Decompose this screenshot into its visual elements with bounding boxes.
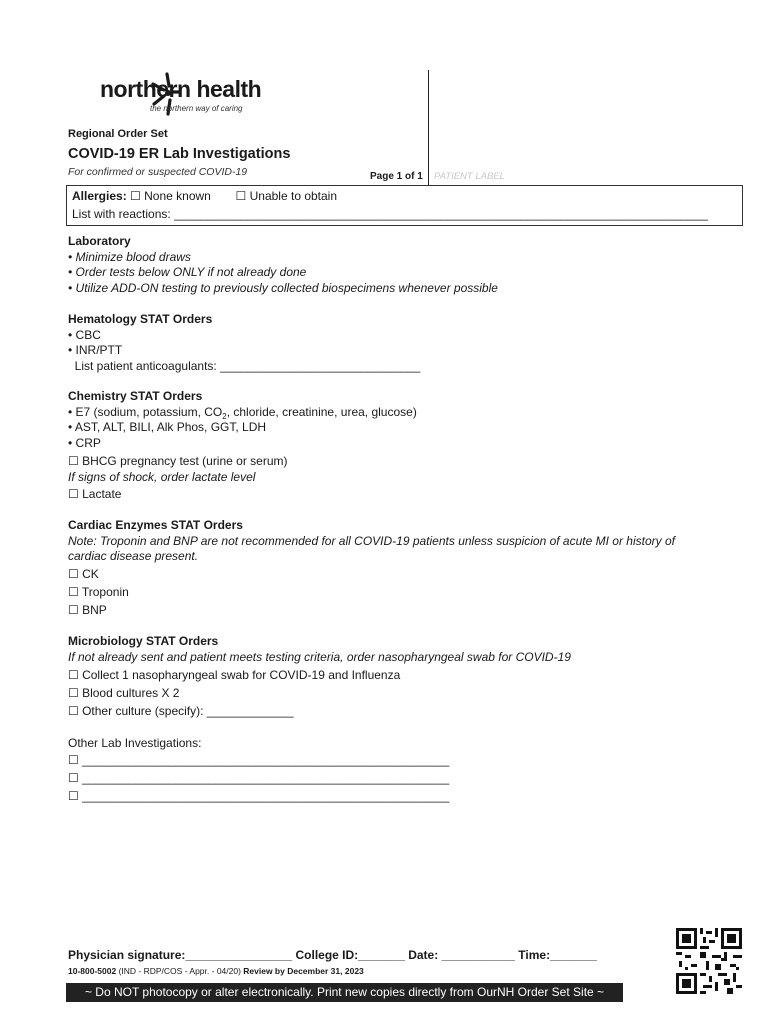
troponin-checkbox[interactable]: ☐ Troponin — [68, 585, 129, 599]
list-item: • CRP — [68, 436, 101, 450]
other-lab-line[interactable]: ☐ _______________________________________________________ — [68, 789, 450, 803]
blood-cultures-checkbox[interactable]: ☐ Blood cultures X 2 — [68, 686, 180, 700]
other-lab-heading: Other Lab Investigations: — [68, 736, 202, 750]
review-date: Review by December 31, 2023 — [243, 966, 364, 976]
laboratory-heading: Laboratory — [68, 234, 131, 248]
hematology-heading: Hematology STAT Orders — [68, 312, 213, 326]
other-culture-checkbox[interactable]: ☐ Other culture (specify): _____________ — [68, 704, 294, 718]
allergies-row — [72, 189, 337, 205]
microbiology-heading: Microbiology STAT Orders — [68, 634, 219, 648]
other-lab-line[interactable]: ☐ _______________________________________________________ — [68, 771, 450, 785]
list-item: • Minimize blood draws — [68, 250, 191, 264]
bhcg-checkbox[interactable]: ☐ BHCG pregnancy test (urine or serum) — [68, 454, 288, 468]
cardiac-note: Note: Troponin and BNP are not recommended for all COVID-19 patients unless suspicion of acute MI or history of — [68, 534, 675, 548]
form-code — [68, 966, 364, 976]
list-item: • AST, ALT, BILI, Alk Phos, GGT, LDH — [68, 420, 267, 434]
header-divider — [428, 70, 429, 185]
logo-wordmark: northern health — [100, 76, 262, 102]
ck-checkbox[interactable]: ☐ CK — [68, 567, 99, 581]
patient-label: PATIENT LABEL — [434, 171, 505, 182]
bnp-checkbox[interactable]: ☐ BNP — [68, 603, 107, 617]
microbiology-note: If not already sent and patient meets testing criteria, order nasopharyngeal swab for COVID-19 — [68, 650, 571, 664]
lactate-checkbox[interactable]: ☐ Lactate — [68, 487, 122, 501]
lactate-note: If signs of shock, order lactate level — [68, 470, 256, 484]
allergy-unable-checkbox[interactable]: ☐ Unable to obtain — [235, 189, 338, 203]
e7-subscript: 2 — [222, 412, 227, 421]
other-lab-line[interactable]: ☐ _______________________________________________________ — [68, 753, 450, 767]
page-number: Page 1 of 1 — [370, 171, 423, 182]
logo-tagline: the northern way of caring — [150, 104, 243, 113]
e7-text: • E7 (sodium, potassium, CO — [68, 405, 223, 419]
allergy-reactions-field[interactable]: List with reactions: ________________________________________________________________________________ — [72, 207, 708, 221]
page-subtitle: For confirmed or suspected COVID-19 — [68, 166, 248, 178]
swab-checkbox[interactable]: ☐ Collect 1 nasopharyngeal swab for COVID-19 and Influenza — [68, 668, 401, 682]
list-item: • INR/PTT — [68, 343, 123, 357]
form-code-number: 10-800-5002 — [68, 966, 117, 976]
anticoagulants-field[interactable]: List patient anticoagulants: ______________________________ — [68, 359, 421, 373]
e7-text-rest: , chloride, creatinine, urea, glucose) — [226, 405, 417, 419]
signature-line[interactable]: Physician signature:________________ College ID:_______ Date: ___________ Time:_______ — [68, 948, 597, 962]
chemistry-heading: Chemistry STAT Orders — [68, 389, 203, 403]
form-code-detail: (IND - RDP/COS - Appr. - 04/20) — [116, 966, 244, 976]
allergies-label: Allergies: — [72, 189, 127, 203]
list-item: • Order tests below ONLY if not already done — [68, 265, 307, 279]
allergy-none-known-checkbox[interactable]: ☐ None known — [130, 189, 211, 203]
photocopy-warning-banner: ~ Do NOT photocopy or alter electronically. Print new copies directly from OurNH Order Set Site ~ — [66, 983, 623, 1002]
cardiac-note-cont: cardiac disease present. — [68, 549, 199, 563]
section-label: Regional Order Set — [68, 128, 168, 140]
cardiac-heading: Cardiac Enzymes STAT Orders — [68, 518, 243, 532]
list-item: • Utilize ADD-ON testing to previously collected biospecimens whenever possible — [68, 281, 498, 295]
list-item: • CBC — [68, 328, 101, 342]
page-title: COVID-19 ER Lab Investigations — [68, 146, 291, 162]
qr-code-icon — [676, 928, 742, 994]
